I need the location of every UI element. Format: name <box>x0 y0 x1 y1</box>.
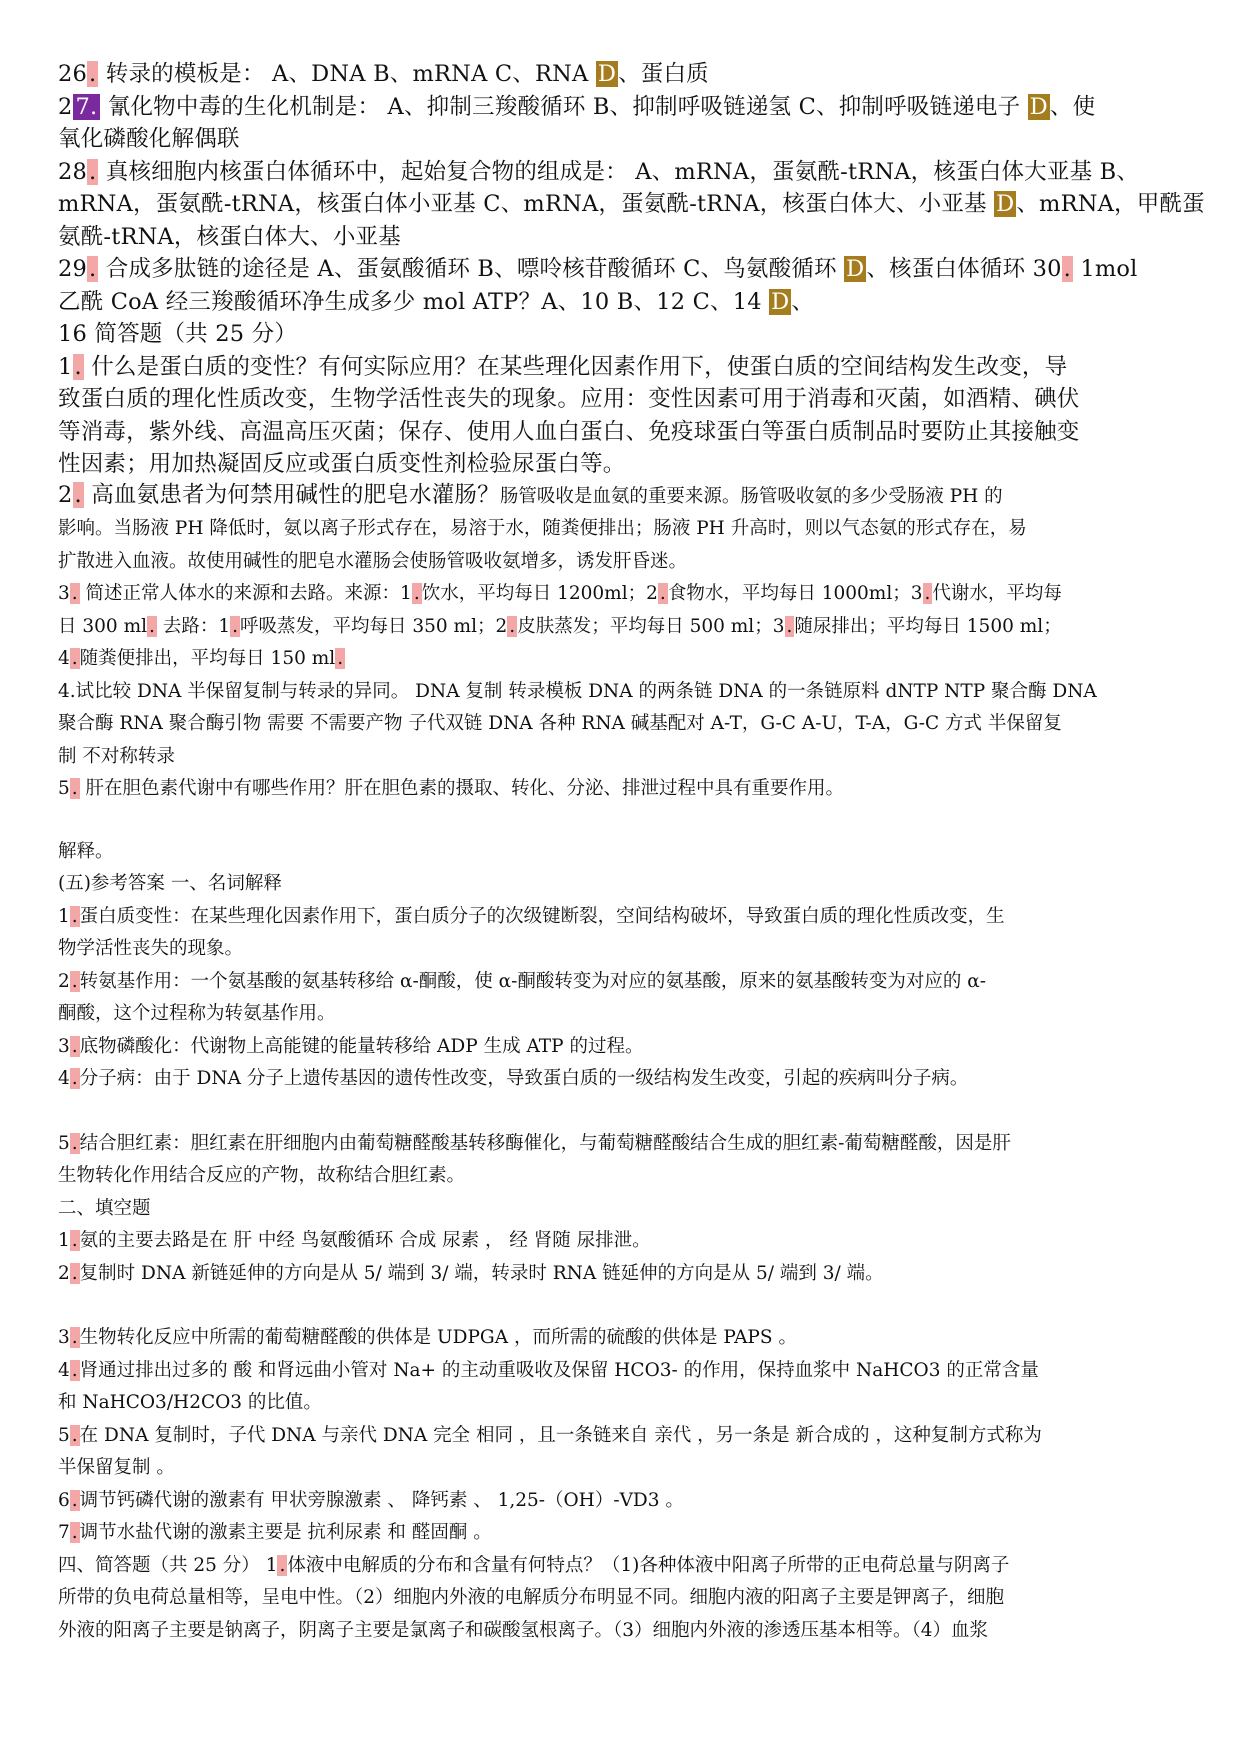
term-5: 5 . 结合胆红素：胆红素在肝细胞内由葡萄糖醛酸基转移酶催化，与葡萄糖醛酸结合生成的胆红素-葡萄糖醛酸，因是肝 <box>58 1132 1011 1154</box>
highlight-mark: . <box>74 481 82 508</box>
question-28-line2: mRNA，蛋氨酰-tRNA，核蛋白体小亚基 C、mRNA，蛋氨酰-tRNA，核蛋白体大、小亚基 D、mRNA，甲酰蛋 <box>58 191 1205 217</box>
answer-option-highlight: D <box>597 61 617 87</box>
highlight-mark: . <box>1063 256 1071 282</box>
document-page: 26. 转录的模板是： A、DNA B、mRNA C、RNA D、蛋白质 2 7. 氰化物中毒的生化机制是： A、抑制三羧酸循环 B、抑制呼吸链递氢 C、抑制呼吸链递电子 D、使 氧化磷酸化解偶联 28. 真核细胞内核蛋白体循环中，起始复合物的组成是： A、mRNA，蛋氨酰-tRNA，核蛋白体大亚基 B、 mRNA，蛋氨酰-tRNA，核蛋白体小亚基 C、mRNA，蛋氨酰-tRNA，核蛋白体大、小亚基 D、mRNA，甲酰蛋 氨酰-tRNA，核蛋白体大、小亚基 29. 合成多肽链的途径是 A、蛋氨酸循环 B、嘌呤核苷酸循环 C、鸟氨酸循环 D、核蛋白体循环 30. 1mol 乙酰 CoA 经三羧酸循环净生成多少 mol ATP？A、10 B、12 C、14 D、 16 简答题（共 25 分） 1. 什么是蛋白质的变性？有何实际应用？在某些理化因素作用下，使蛋白质的空间结构发生改变，导 致蛋白质的理化性质改变，生物学活性丧失的现象。应用：变性因素可用于消毒和灭菌，如酒精、碘伏 等消毒，紫外线、高温高压灭菌；保存、使用人血白蛋白、免疫球蛋白等蛋白质制品时要防止其接触变 性因素；用加热凝固反应或蛋白质变性剂检验尿蛋白等。 2. 高血氨患者为何禁用碱性的肥皂水灌肠？肠管吸收是血氨的重要来源。肠管吸收氨的多少受肠液 PH 的 影响。当肠液 PH 降低时，氨以离子形式存在，易溶于水，随粪便排出；肠液 PH 升高时，则以气态氨的形式存在，易 扩散进入血液。故使用碱性的肥皂水灌肠会使肠管吸收氨增多，诱发肝昏迷。 3 . 简述正常人体水的来源和去路。来源：1 . 饮水，平均每日 1200ml；2 . 食物水，平均每日 1000ml；3 . 代谢水，平均每 日 300 ml . 去路：1 . 呼吸蒸发，平均每日 350 ml；2 . 皮肤蒸发；平均每日 500 ml；3 . 随尿排出；平均每日 1500 ml； 4 . 随粪便排出，平均每日 150 ml . 4.试比较 DNA 半保留复制与转录的异同。 DNA 复制 转录模板 DNA 的两条链 DNA 的一条链原料 dNTP NTP 聚合酶 DNA 聚合酶 RNA 聚合酶引物 需要 不需要产物 子代双链 DNA 各种 RNA 碱基配对 A-T，G-C A-U，T-A，G-C 方式 半保留复 制 不对称转录 5 . 肝在胆色素代谢中有哪些作用？肝在胆色素的摄取、转化、分泌、排泄过程中具有重要作用。 解释。 (五)参考答案 一、名词解释 1 . 蛋白质变性：在某些理化因素作用下，蛋白质分子的次级键断裂，空间结构破坏，导致蛋白质的理化性质改变，生 物学活性丧失的现象。 2 . 转氨基作用：一个氨基酸的氨基转移给 α-酮酸，使 α-酮酸转变为对应的氨基酸，原来的氨基酸转变为对应的 α- 酮酸，这个过程称为转氨基作用。 3 . 底物磷酸化：代谢物上高能键的能量转移给 ADP 生成 ATP 的过程。 4 . 分子病：由于 DNA 分子上遗传基因的遗传性改变，导致蛋白质的一级结构发生改变，引起的疾病叫分子病。 5 . 结合胆红素：胆红素在肝细胞内由葡萄糖醛酸基转移酶催化，与葡萄糖醛酸结合生成的胆红素-葡萄糖醛酸，因是肝 生物转化作用结合反应的产物，故称结合胆红素。 二、填空题 1 . 氨的主要去路是在 肝 中经 鸟氨酸循环 合成 尿素 ， 经 肾随 尿排泄。 2 . 复制时 DNA 新链延伸的方向是从 5/ 端到 3/ 端，转录时 RNA 链延伸的方向是从 5/ 端到 3/ 端。 3 . 生物转化反应中所需的葡萄糖醛酸的供体是 UDPGA ，而所需的硫酸的供体是 PAPS 。 4 . 肾通过排出过多的 酸 和肾远曲小管对 Na+ 的主动重吸收及保留 HCO3- 的作用，保持血浆中 NaHCO3 的正常含量 和 NaHCO3/H2CO3 的比值。 5 . 在 DNA 复制时，子代 DNA 与亲代 DNA 完全 相同 ，且一条链来自 亲代 ，另一条是 新合成的 ，这种复制方式称为 半保留复制 。 6 . 调节钙磷代谢的激素有 甲状旁腺激素 、 降钙素 、 1,25-（OH）-VD3 。 7 . 调节水盐代谢的激素主要是 抗利尿素 和 醛固酮 。 四、简答题（共 25 分） 1 . 体液中电解质的分布和含量有何特点？（1)各种体液中阳离子所带的正电荷总量与阴离子 所带的负电荷总量相等，呈电中性。（2）细胞内外液的电解质分布明显不同。细胞内液的阳离子主要是钾离子，细胞 外液的阳离子主要是钠离子，阴离子主要是氯离子和碳酸氢根离子。（3）细胞内外液的渗透压基本相等。（4）血浆 <box>58 58 1218 1647</box>
fill-7: 7 . 调节水盐代谢的激素主要是 抗利尿素 和 醛固酮 。 <box>58 1522 492 1543</box>
highlight-mark: . <box>89 256 97 282</box>
section-heading: 二、填空题 <box>58 1197 151 1219</box>
question-26: 26. 转录的模板是： A、DNA B、mRNA C、RNA D、蛋白质 <box>58 61 709 87</box>
question-30: 乙酰 CoA 经三羧酸循环净生成多少 mol ATP？A、10 B、12 C、14 D、 <box>58 288 815 315</box>
answer-option-highlight: D <box>1029 93 1048 120</box>
fill-1: 1 . 氨的主要去路是在 肝 中经 鸟氨酸循环 合成 尿素 ， 经 肾随 尿排泄。 <box>58 1230 651 1251</box>
answer-option-highlight: D <box>846 256 865 282</box>
fill-2: 2 . 复制时 DNA 新链延伸的方向是从 5/ 端到 3/ 端，转录时 RNA 链延伸的方向是从 5/ 端到 3/ 端。 <box>58 1262 884 1284</box>
term-4: 4 . 分子病：由于 DNA 分子上遗传基因的遗传性改变，导致蛋白质的一级结构发生改变，引起的疾病叫分子病。 <box>58 1068 969 1089</box>
highlight-mark: . <box>71 583 78 604</box>
question-27: 2 7. 氰化物中毒的生化机制是： A、抑制三羧酸循环 B、抑制呼吸链递氢 C、抑制呼吸链递电子 D、使 <box>58 93 1096 120</box>
section-heading: 16 简答题（共 25 分） <box>58 321 298 347</box>
answer-5: 5 . 肝在胆色素代谢中有哪些作用？肝在胆色素的摄取、转化、分泌、排泄过程中具有重要作用。 <box>58 778 845 799</box>
highlight-mark: . <box>74 353 82 380</box>
explanation-label: 解释。 <box>58 840 114 862</box>
answer-4: 4.试比较 DNA 半保留复制与转录的异同。 DNA 复制 转录模板 DNA 的两条链 DNA 的一条链原料 dNTP NTP 聚合酶 DNA <box>58 680 1097 702</box>
question-29: 29. 合成多肽链的途径是 A、蛋氨酸循环 B、嘌呤核苷酸循环 C、鸟氨酸循环 D、核蛋白体循环 30. 1mol <box>58 256 1138 282</box>
highlight-mark: 7. <box>73 94 101 120</box>
fill-5: 5 . 在 DNA 复制时，子代 DNA 与亲代 DNA 完全 相同 ，且一条链来自 亲代 ，另一条是 新合成的 ，这种复制方式称为 <box>58 1424 1042 1446</box>
answer-2: 2. 高血氨患者为何禁用碱性的肥皂水灌肠？肠管吸收是血氨的重要来源。肠管吸收氨的多少受肠液 PH 的 <box>58 481 1003 508</box>
highlight-mark: . <box>89 61 97 87</box>
term-2: 2 . 转氨基作用：一个氨基酸的氨基转移给 α-酮酸，使 α-酮酸转变为对应的氨基酸，原来的氨基酸转变为对应的 α- <box>58 970 987 992</box>
fill-6: 6 . 调节钙磷代谢的激素有 甲状旁腺激素 、 降钙素 、 1,25-（OH）-VD3 。 <box>58 1489 684 1511</box>
question-28: 28. 真核细胞内核蛋白体循环中，起始复合物的组成是： A、mRNA，蛋氨酰-tRNA，核蛋白体大亚基 B、 <box>58 158 1140 185</box>
answer-option-highlight: D <box>996 191 1015 217</box>
term-1: 1 . 蛋白质变性：在某些理化因素作用下，蛋白质分子的次级键断裂，空间结构破坏，导致蛋白质的理化性质改变，生 <box>58 905 1005 927</box>
highlight-mark: . <box>89 158 97 185</box>
section-4-question-1: 四、简答题（共 25 分） 1 . 体液中电解质的分布和含量有何特点？（1)各种体液中阳离子所带的正电荷总量与阴离子 <box>58 1554 1010 1576</box>
highlight-mark: . <box>71 778 78 799</box>
answer-1: 1. 什么是蛋白质的变性？有何实际应用？在某些理化因素作用下，使蛋白质的空间结构发生改变，导 <box>58 353 1068 380</box>
fill-3: 3 . 生物转化反应中所需的葡萄糖醛酸的供体是 UDPGA ，而所需的硫酸的供体是 PAPS 。 <box>58 1327 797 1348</box>
term-3: 3 . 底物磷酸化：代谢物上高能键的能量转移给 ADP 生成 ATP 的过程。 <box>58 1035 644 1057</box>
question-28-line3: 氨酰-tRNA，核蛋白体大、小亚基 <box>58 223 401 250</box>
question-number: 26 <box>58 61 88 87</box>
answer-option-highlight: D <box>771 288 790 315</box>
reference-answer-heading: (五)参考答案 一、名词解释 <box>58 873 282 894</box>
question-27-line2: 氧化磷酸化解偶联 <box>58 126 240 152</box>
answer-3: 3 . 简述正常人体水的来源和去路。来源：1 . 饮水，平均每日 1200ml；2 . 食物水，平均每日 1000ml；3 . 代谢水，平均每 <box>58 583 1062 604</box>
fill-4: 4 . 肾通过排出过多的 酸 和肾远曲小管对 Na+ 的主动重吸收及保留 HCO3- 的作用，保持血浆中 NaHCO3 的正常含量 <box>58 1359 1039 1381</box>
